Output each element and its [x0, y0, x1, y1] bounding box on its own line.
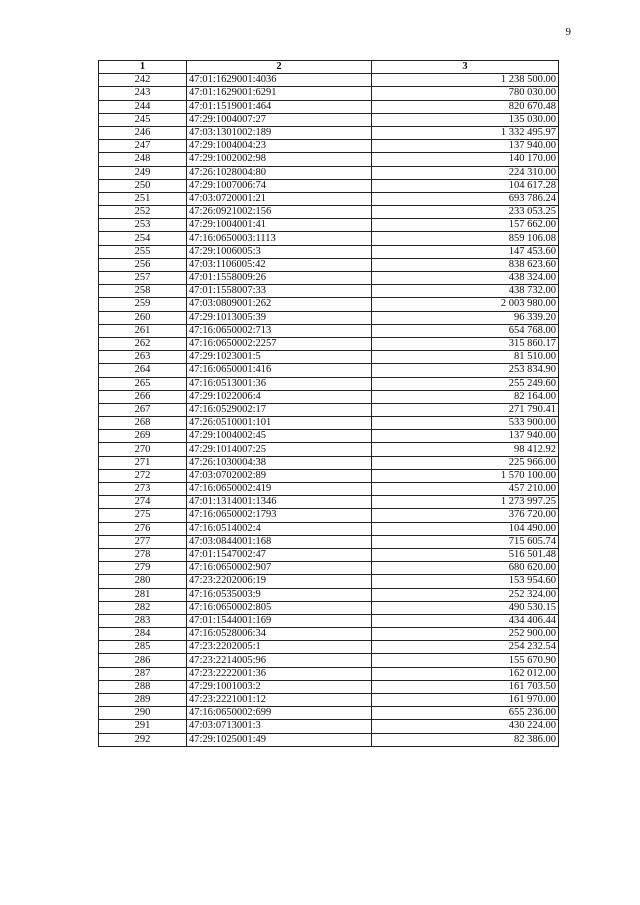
row-index: 289: [99, 694, 187, 707]
table-row: [99, 272, 559, 285]
cadastral-number: 47:29:1023001:5: [187, 351, 372, 364]
row-index: 243: [99, 87, 187, 100]
row-index: 278: [99, 548, 187, 561]
row-index: 254: [99, 232, 187, 245]
table-row: [99, 351, 559, 364]
row-index: 242: [99, 74, 187, 87]
cadastral-value: 82 386.00: [372, 733, 559, 746]
cadastral-value: 157 662.00: [372, 219, 559, 232]
cadastral-value: 104 490.00: [372, 522, 559, 535]
table-row: [99, 641, 559, 654]
table-row: [99, 87, 559, 100]
cadastral-number: 47:23:2221001:12: [187, 694, 372, 707]
row-index: 249: [99, 166, 187, 179]
cadastral-number: 47:16:0513001:36: [187, 377, 372, 390]
cadastral-number: 47:26:0510001:101: [187, 417, 372, 430]
row-index: 287: [99, 667, 187, 680]
cadastral-number: 47:26:1028004:80: [187, 166, 372, 179]
table-row: [99, 654, 559, 667]
cadastral-number: 47:29:1004001:41: [187, 219, 372, 232]
cadastral-number: 47:16:0650002:699: [187, 707, 372, 720]
row-index: 265: [99, 377, 187, 390]
table-row: [99, 206, 559, 219]
cadastral-number: 47:29:1006005:3: [187, 245, 372, 258]
row-index: 255: [99, 245, 187, 258]
table-header-row: [99, 61, 559, 74]
table-row: [99, 390, 559, 403]
table-row: [99, 509, 559, 522]
cadastral-value: 838 623.60: [372, 258, 559, 271]
cadastral-number: 47:16:0650002:2257: [187, 337, 372, 350]
table-row: [99, 614, 559, 627]
table-row: [99, 483, 559, 496]
cadastral-value: 1 273 997.25: [372, 496, 559, 509]
row-index: 284: [99, 628, 187, 641]
cadastral-value: 161 703.50: [372, 680, 559, 693]
table-row: [99, 588, 559, 601]
cadastral-value: 252 900.00: [372, 628, 559, 641]
cadastral-number: 47:03:0702002:89: [187, 469, 372, 482]
cadastral-number: 47:29:1013005:39: [187, 311, 372, 324]
cadastral-value: 2 003 980.00: [372, 298, 559, 311]
row-index: 259: [99, 298, 187, 311]
cadastral-value: 254 232.54: [372, 641, 559, 654]
cadastral-value: 430 224.00: [372, 720, 559, 733]
table-row: [99, 245, 559, 258]
cadastral-value: 225 966.00: [372, 456, 559, 469]
row-index: 266: [99, 390, 187, 403]
cadastral-number: 47:29:1002002:98: [187, 153, 372, 166]
cadastral-number: 47:01:1547002:47: [187, 548, 372, 561]
row-index: 246: [99, 126, 187, 139]
row-index: 245: [99, 113, 187, 126]
cadastral-number: 47:29:1001003:2: [187, 680, 372, 693]
table-row: [99, 667, 559, 680]
cadastral-number: 47:01:1629001:4036: [187, 74, 372, 87]
cadastral-number: 47:23:2202006:19: [187, 575, 372, 588]
cadastral-value: 137 940.00: [372, 430, 559, 443]
table-row: [99, 324, 559, 337]
table-row: [99, 548, 559, 561]
row-index: 250: [99, 179, 187, 192]
cadastral-number: 47:29:1004004:23: [187, 140, 372, 153]
cadastral-number: 47:03:0713001:3: [187, 720, 372, 733]
cadastral-value: 516 501.48: [372, 548, 559, 561]
cadastral-number: 47:23:2202005:1: [187, 641, 372, 654]
row-index: 285: [99, 641, 187, 654]
cadastral-number: 47:16:0650003:1113: [187, 232, 372, 245]
row-index: 283: [99, 614, 187, 627]
cadastral-number: 47:23:2222001:36: [187, 667, 372, 680]
table-row: [99, 443, 559, 456]
table-row: [99, 469, 559, 482]
row-index: 252: [99, 206, 187, 219]
row-index: 253: [99, 219, 187, 232]
cadastral-value: 533 900.00: [372, 417, 559, 430]
cadastral-number: 47:03:0844001:168: [187, 535, 372, 548]
row-index: 280: [99, 575, 187, 588]
table-row: [99, 456, 559, 469]
cadastral-value: 434 406.44: [372, 614, 559, 627]
cadastral-number: 47:16:0535003:9: [187, 588, 372, 601]
row-index: 281: [99, 588, 187, 601]
cadastral-value: 820 670.48: [372, 100, 559, 113]
row-index: 279: [99, 562, 187, 575]
cadastral-value: 96 339.20: [372, 311, 559, 324]
cadastral-value: 135 030.00: [372, 113, 559, 126]
cadastral-number: 47:16:0650002:713: [187, 324, 372, 337]
row-index: 273: [99, 483, 187, 496]
cadastral-value: 137 940.00: [372, 140, 559, 153]
table-row: [99, 285, 559, 298]
page-number: 9: [565, 26, 571, 38]
row-index: 257: [99, 272, 187, 285]
cadastral-number: 47:03:0720001:21: [187, 192, 372, 205]
cadastral-number: 47:03:0809001:262: [187, 298, 372, 311]
row-index: 275: [99, 509, 187, 522]
table-row: [99, 179, 559, 192]
table-row: [99, 126, 559, 139]
table-row: [99, 522, 559, 535]
row-index: 274: [99, 496, 187, 509]
row-index: 247: [99, 140, 187, 153]
cadastral-value: 147 453.60: [372, 245, 559, 258]
row-index: 292: [99, 733, 187, 746]
table-row: [99, 575, 559, 588]
cadastral-value: 457 210.00: [372, 483, 559, 496]
cadastral-number: 47:01:1629001:6291: [187, 87, 372, 100]
cadastral-value: 104 617.28: [372, 179, 559, 192]
table-row: [99, 192, 559, 205]
cadastral-value: 1 238 500.00: [372, 74, 559, 87]
cadastral-number: 47:29:1025001:49: [187, 733, 372, 746]
cadastral-number: 47:26:1030004:38: [187, 456, 372, 469]
table-row: [99, 364, 559, 377]
row-index: 263: [99, 351, 187, 364]
cadastral-number: 47:01:1544001:169: [187, 614, 372, 627]
cadastral-value: 224 310.00: [372, 166, 559, 179]
cadastral-value: 81 510.00: [372, 351, 559, 364]
cadastral-value: 252 324.00: [372, 588, 559, 601]
table-row: [99, 219, 559, 232]
cadastral-number: 47:16:0514002:4: [187, 522, 372, 535]
table-row: [99, 140, 559, 153]
table-row: [99, 680, 559, 693]
table-row: [99, 232, 559, 245]
cadastral-value: 162 012.00: [372, 667, 559, 680]
row-index: 260: [99, 311, 187, 324]
cadastral-number: 47:01:1519001:464: [187, 100, 372, 113]
table-row: [99, 258, 559, 271]
table-row: [99, 628, 559, 641]
cadastral-value: 233 053.25: [372, 206, 559, 219]
cadastral-number: 47:01:1314001:1346: [187, 496, 372, 509]
row-index: 277: [99, 535, 187, 548]
cadastral-number: 47:16:0650002:805: [187, 601, 372, 614]
cadastral-number: 47:16:0529002:17: [187, 403, 372, 416]
cadastral-value: 715 605.74: [372, 535, 559, 548]
row-index: 282: [99, 601, 187, 614]
row-index: 248: [99, 153, 187, 166]
table-row: [99, 694, 559, 707]
table-row: [99, 720, 559, 733]
table-row: [99, 601, 559, 614]
row-index: 267: [99, 403, 187, 416]
table-row: [99, 153, 559, 166]
table-row: [99, 74, 559, 87]
cadastral-value: 376 720.00: [372, 509, 559, 522]
table-row: [99, 496, 559, 509]
table-row: [99, 311, 559, 324]
row-index: 251: [99, 192, 187, 205]
cadastral-value: 654 768.00: [372, 324, 559, 337]
cadastral-value: 253 834.90: [372, 364, 559, 377]
table-body: [99, 74, 559, 747]
table-row: [99, 298, 559, 311]
row-index: 272: [99, 469, 187, 482]
cadastral-number: 47:01:1558007:33: [187, 285, 372, 298]
column-header-index: 1: [99, 61, 187, 74]
table-row: [99, 403, 559, 416]
cadastral-number: 47:29:1022006:4: [187, 390, 372, 403]
cadastral-value: 140 170.00: [372, 153, 559, 166]
cadastral-number: 47:16:0650002:1793: [187, 509, 372, 522]
cadastral-value: 438 732.00: [372, 285, 559, 298]
cadastral-value: 153 954.60: [372, 575, 559, 588]
cadastral-number: 47:29:1007006:74: [187, 179, 372, 192]
row-index: 256: [99, 258, 187, 271]
cadastral-number: 47:26:0921002:156: [187, 206, 372, 219]
table-row: [99, 113, 559, 126]
table-row: [99, 535, 559, 548]
cadastral-value: 155 670.90: [372, 654, 559, 667]
column-header-value: 3: [372, 61, 559, 74]
row-index: 244: [99, 100, 187, 113]
row-index: 261: [99, 324, 187, 337]
cadastral-value-table: [98, 60, 559, 747]
cadastral-value: 438 324.00: [372, 272, 559, 285]
cadastral-number: 47:29:1004002:45: [187, 430, 372, 443]
row-index: 270: [99, 443, 187, 456]
row-index: 264: [99, 364, 187, 377]
row-index: 290: [99, 707, 187, 720]
table-row: [99, 733, 559, 746]
table-row: [99, 430, 559, 443]
row-index: 286: [99, 654, 187, 667]
table-row: [99, 562, 559, 575]
table-row: [99, 100, 559, 113]
cadastral-number: 47:16:0528006:34: [187, 628, 372, 641]
cadastral-value: 680 620.00: [372, 562, 559, 575]
row-index: 269: [99, 430, 187, 443]
row-index: 288: [99, 680, 187, 693]
row-index: 262: [99, 337, 187, 350]
row-index: 291: [99, 720, 187, 733]
cadastral-value: 271 790.41: [372, 403, 559, 416]
cadastral-number: 47:29:1004007:27: [187, 113, 372, 126]
cadastral-value: 98 412.92: [372, 443, 559, 456]
cadastral-value: 315 860.17: [372, 337, 559, 350]
cadastral-number: 47:03:1106005:42: [187, 258, 372, 271]
row-index: 258: [99, 285, 187, 298]
cadastral-value: 490 530.15: [372, 601, 559, 614]
table-row: [99, 417, 559, 430]
cadastral-value: 693 786.24: [372, 192, 559, 205]
table-row: [99, 377, 559, 390]
row-index: 276: [99, 522, 187, 535]
column-header-cadastral-number: 2: [187, 61, 372, 74]
cadastral-value: 82 164.00: [372, 390, 559, 403]
cadastral-value: 161 970.00: [372, 694, 559, 707]
cadastral-number: 47:16:0650002:907: [187, 562, 372, 575]
cadastral-number: 47:23:2214005:96: [187, 654, 372, 667]
row-index: 271: [99, 456, 187, 469]
cadastral-value: 1 332 495.97: [372, 126, 559, 139]
cadastral-number: 47:16:0650001:416: [187, 364, 372, 377]
cadastral-value: 780 030.00: [372, 87, 559, 100]
table-row: [99, 707, 559, 720]
cadastral-value: 1 570 100.00: [372, 469, 559, 482]
cadastral-value: 655 236.00: [372, 707, 559, 720]
cadastral-number: 47:01:1558009:26: [187, 272, 372, 285]
cadastral-number: 47:29:1014007:25: [187, 443, 372, 456]
cadastral-number: 47:16:0650002:419: [187, 483, 372, 496]
row-index: 268: [99, 417, 187, 430]
table-row: [99, 166, 559, 179]
cadastral-value: 255 249.60: [372, 377, 559, 390]
cadastral-value: 859 106.08: [372, 232, 559, 245]
cadastral-number: 47:03:1301002:189: [187, 126, 372, 139]
table-row: [99, 337, 559, 350]
